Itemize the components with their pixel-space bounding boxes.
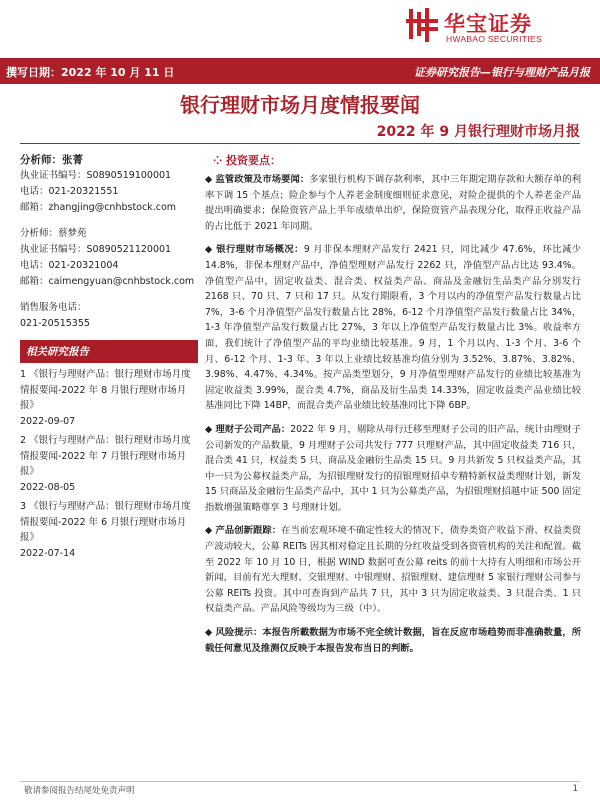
- point-key: ◆ 监管政策及市场要闻：: [205, 174, 310, 185]
- related-report-date: 2022-07-14: [20, 547, 76, 559]
- header-bar: [0, 58, 600, 84]
- page-number: 1: [572, 784, 578, 794]
- point-body: 在当前宏观环境不确定性较大的情况下，债券类资产收益下滑、权益类资产波动较大，公募 REITs 因其相对稳定且长期的分红收益受到各资管机构的关注和配置。截至 2022 年 10 月 10 日，根据 WIND 数据可查公募 reits 的前十大持有人明细和市场公开新闻，目前有光大理财、交银理财、中银理财、招银理财、建信理财 5 家银行理财公司参与公募 REITs 投资。其中可查询到产品共 7 只，其中 3 只为固定收益类、3 只混合类、1 只权益类产品。产品风险等级均为三级（中）。: [205, 525, 581, 615]
- related-report-item[interactable]: [20, 433, 198, 495]
- dot-icon: ⁘: [213, 154, 227, 167]
- point-market-overview: [205, 242, 581, 414]
- point-subsidiaries: [205, 422, 581, 516]
- key-points-heading: ⁘ 投资要点：: [213, 154, 282, 167]
- brand-name-cn: 华宝证券: [444, 12, 532, 36]
- related-report-title: 2 《银行与理财产品：银行理财市场月度情报要闻-2022 年 7 月银行理财市场月报》: [20, 435, 191, 477]
- analyst-name: 分析师：蔡梦苑: [20, 228, 87, 239]
- point-body: 2022 年 9 月，剔除从母行迁移至理财子公司的旧产品，统计由理财子公司新发的产品数量，9 月理财子公司共发行 777 只理财产品，其中固定收益类 716 只，混合类 41 只，权益类 5 只，商品及金融衍生品类 15 只。9 月共新发 5 只权益类产品，其中一只为公募权益类产品，为招银理财发行的招银理财招卓专精特新权益类理财计划，新发 15 只商品及金融衍生品类产品中，其中 1 只为公募类产品，为招银理财招越中证 500 固定指数增强策略尊享 3 号理财计划。: [205, 423, 581, 513]
- title-divider: [20, 143, 580, 144]
- report-subtitle: 2022 年 9 月银行理财市场月报: [376, 124, 580, 140]
- related-report-title: 1 《银行与理财产品：银行理财市场月度情报要闻-2022 年 8 月银行理财市场月报》: [20, 369, 191, 411]
- related-report-date: 2022-09-07: [20, 415, 76, 427]
- report-category: 证券研究报告—银行与理财产品月报: [414, 66, 590, 79]
- analyst-email[interactable]: 邮箱：caimengyuan@cnhbstock.com: [20, 276, 195, 287]
- report-title: 银行理财市场月度情报要闻: [180, 93, 420, 117]
- point-key: ◆ 理财子公司产品：: [205, 423, 291, 435]
- point-body: 9 月非保本理财产品发行 2421 只，同比减少 47.6%，环比减少 14.8%，非保本理财产品中，净值型理财产品发行 2262 只，净值型产品占比达 93.4%。净值型产品中，固定收益类、混合类、权益类产品、商品及金融衍生品类产品分别发行 2168 只、70 只、7 只和 17 只。从发行期限看，3 个月以内的净值型产品发行数量占比 7%，3-6 个月净值型产品发行数量占比 28%，6-12 个月净值型产品发行数量占比 34%，1-3 年净值型产品发行数量占比 27%，3 年以上净值型产品发行数量占比 3%。收益率方面，我们统计了净值型产品的平均业绩比较基准。9 月，1 个月以内、1-3 个月、3-6 个月、6-12 个月、1-3 年、3 年以上业绩比较基准均值分别为 3.52%、3.87%、3.82%、3.98%、4.47%、4.34%。按产品类型划分，9 月净值型理财产品发行的业绩比较基准为固定收益类 3.99%，混合类 4.7%，商品及衍生品类 14.33%，固定收益类产品业绩比较基准同比下降 14BP，而混合类产品业绩比较基准同比下降 6BP。: [205, 244, 582, 412]
- footer-divider: [20, 781, 580, 782]
- analyst-license: 执业证书编号：S0890519100001: [20, 170, 172, 181]
- point-innovation: [205, 523, 581, 617]
- point-regulation: [205, 172, 581, 234]
- analyst-block: [20, 152, 198, 216]
- point-key: ◆ 产品创新跟踪：: [205, 525, 282, 537]
- analyst-license: 执业证书编号：S0890521120001: [20, 244, 172, 255]
- point-body: 多家银行机构下调存款利率，其中三年期定期存款和大额存单的利率下调 15 个基点；险企参与个人养老金制度细则征求意见，对险企提供的个人养老金产品提出明确要求；保险资管产品上半年成绩单出炉，保险资管产品表现分化，取得正收益产品的占比低于 2021 年同期。: [205, 174, 581, 232]
- related-reports-heading: 相关研究报告: [20, 340, 198, 363]
- brand-name-en: HWABAO SECURITIES: [446, 34, 542, 44]
- hwabao-logo-icon: [406, 6, 438, 42]
- related-report-date: 2022-08-05: [20, 481, 76, 493]
- sales-label: 销售服务电话：: [20, 302, 87, 313]
- company-logo: [406, 6, 596, 46]
- analyst-phone: 电话：021-20321004: [20, 260, 119, 271]
- analyst-email[interactable]: 邮箱：zhangjing@cnhbstock.com: [20, 202, 177, 213]
- main-content: [205, 152, 581, 664]
- analyst-phone: 电话：021-20321551: [20, 186, 119, 197]
- related-report-item[interactable]: [20, 499, 198, 561]
- sidebar: [20, 152, 198, 561]
- report-date: 撰写日期：2022 年 10 月 11 日: [6, 66, 175, 79]
- point-key: ◆ 银行理财市场概况：: [205, 244, 304, 256]
- related-report-item[interactable]: [20, 367, 198, 429]
- related-report-title: 3 《银行与理财产品：银行理财市场月度情报要闻-2022 年 6 月银行理财市场月报》: [20, 501, 191, 543]
- sales-phone: 021-20515355: [20, 318, 90, 329]
- analyst-block: [20, 226, 198, 290]
- risk-warning: ◆ 风险提示：本报告所載数据为市场不完全统计数据，旨在反应市场趋势而非准确数量，所载任何意见及推测仅反映于本报告发布当日的判断。: [205, 627, 581, 654]
- footer-disclaimer: 敬请参阅报告结尾处免责声明: [24, 786, 135, 796]
- analyst-name: 分析师：张菁: [20, 154, 83, 166]
